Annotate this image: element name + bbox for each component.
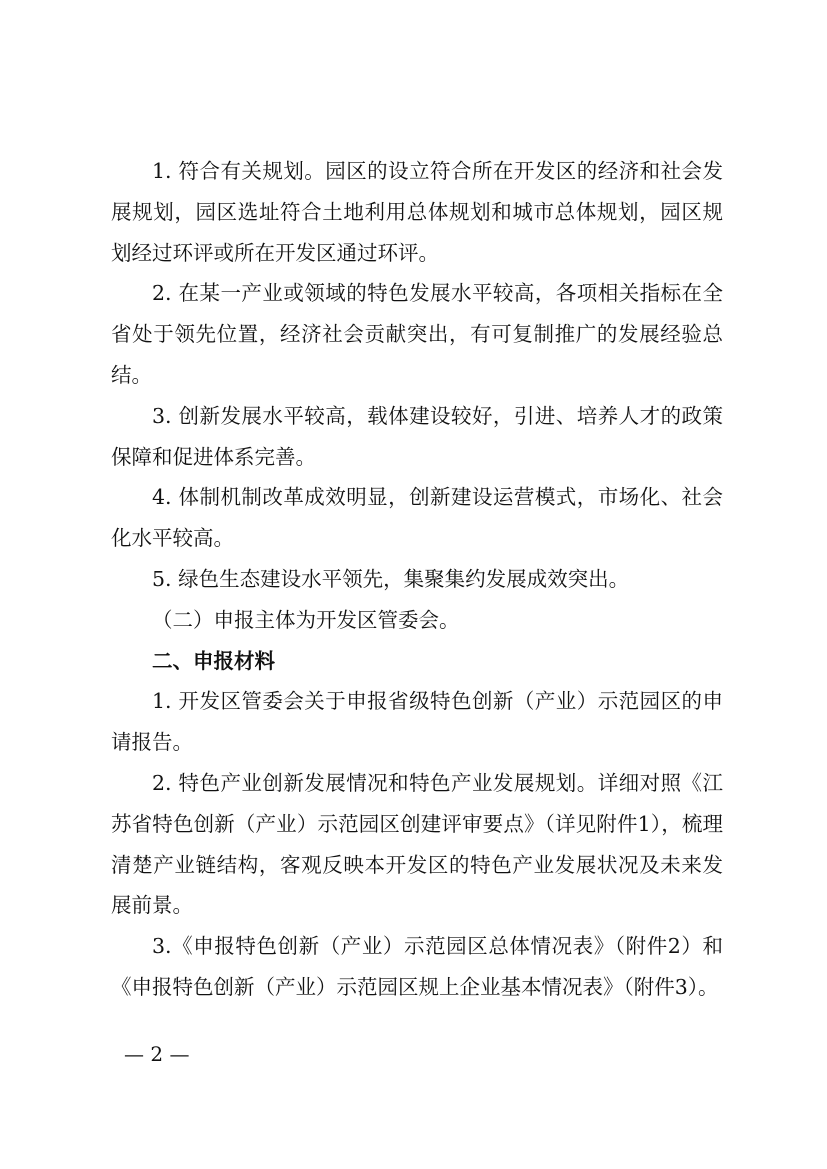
material-paragraph-1: 1. 开发区管委会关于申报省级特色创新（产业）示范园区的申请报告。 [111,689,723,755]
criterion-paragraph-5: 5. 绿色生态建设水平领先，集聚集约发展成效突出。 [152,566,630,591]
material-paragraph-3: 3.《申报特色创新（产业）示范园区总体情况表》（附件2）和《申报特色创新（产业）示范园区规上企业基本情况表》（附件3）。 [111,934,723,999]
criterion-paragraph-1: 1. 符合有关规划。园区的设立符合所在开发区的经济和社会发展规划，园区选址符合土地利用总体规划和城市总体规划，园区规划经过环评或所在开发区通过环评。 [111,159,723,265]
applicant-paragraph: （二）申报主体为开发区管委会。 [152,607,460,632]
material-paragraph-2: 2. 特色产业创新发展情况和特色产业发展规划。详细对照《江苏省特色创新（产业）示范园区创建评审要点》（详见附件1），梳理清楚产业链结构，客观反映本开发区的特色产业发展状况及未来发展前景。 [111,770,723,918]
criterion-paragraph-2: 2. 在某一产业或领域的特色发展水平较高，各项相关指标在全省处于领先位置，经济社会贡献突出，有可复制推广的发展经验总结。 [111,281,723,387]
criterion-paragraph-3: 3. 创新发展水平较高，载体建设较好，引进、培养人才的政策保障和促进体系完善。 [111,403,723,469]
document-body [111,151,723,1008]
criterion-paragraph-4: 4. 体制机制改革成效明显，创新建设运营模式，市场化、社会化水平较高。 [111,485,723,551]
section-heading-materials: 二、申报材料 [152,648,275,673]
page-number: — 2 — [124,1042,190,1066]
